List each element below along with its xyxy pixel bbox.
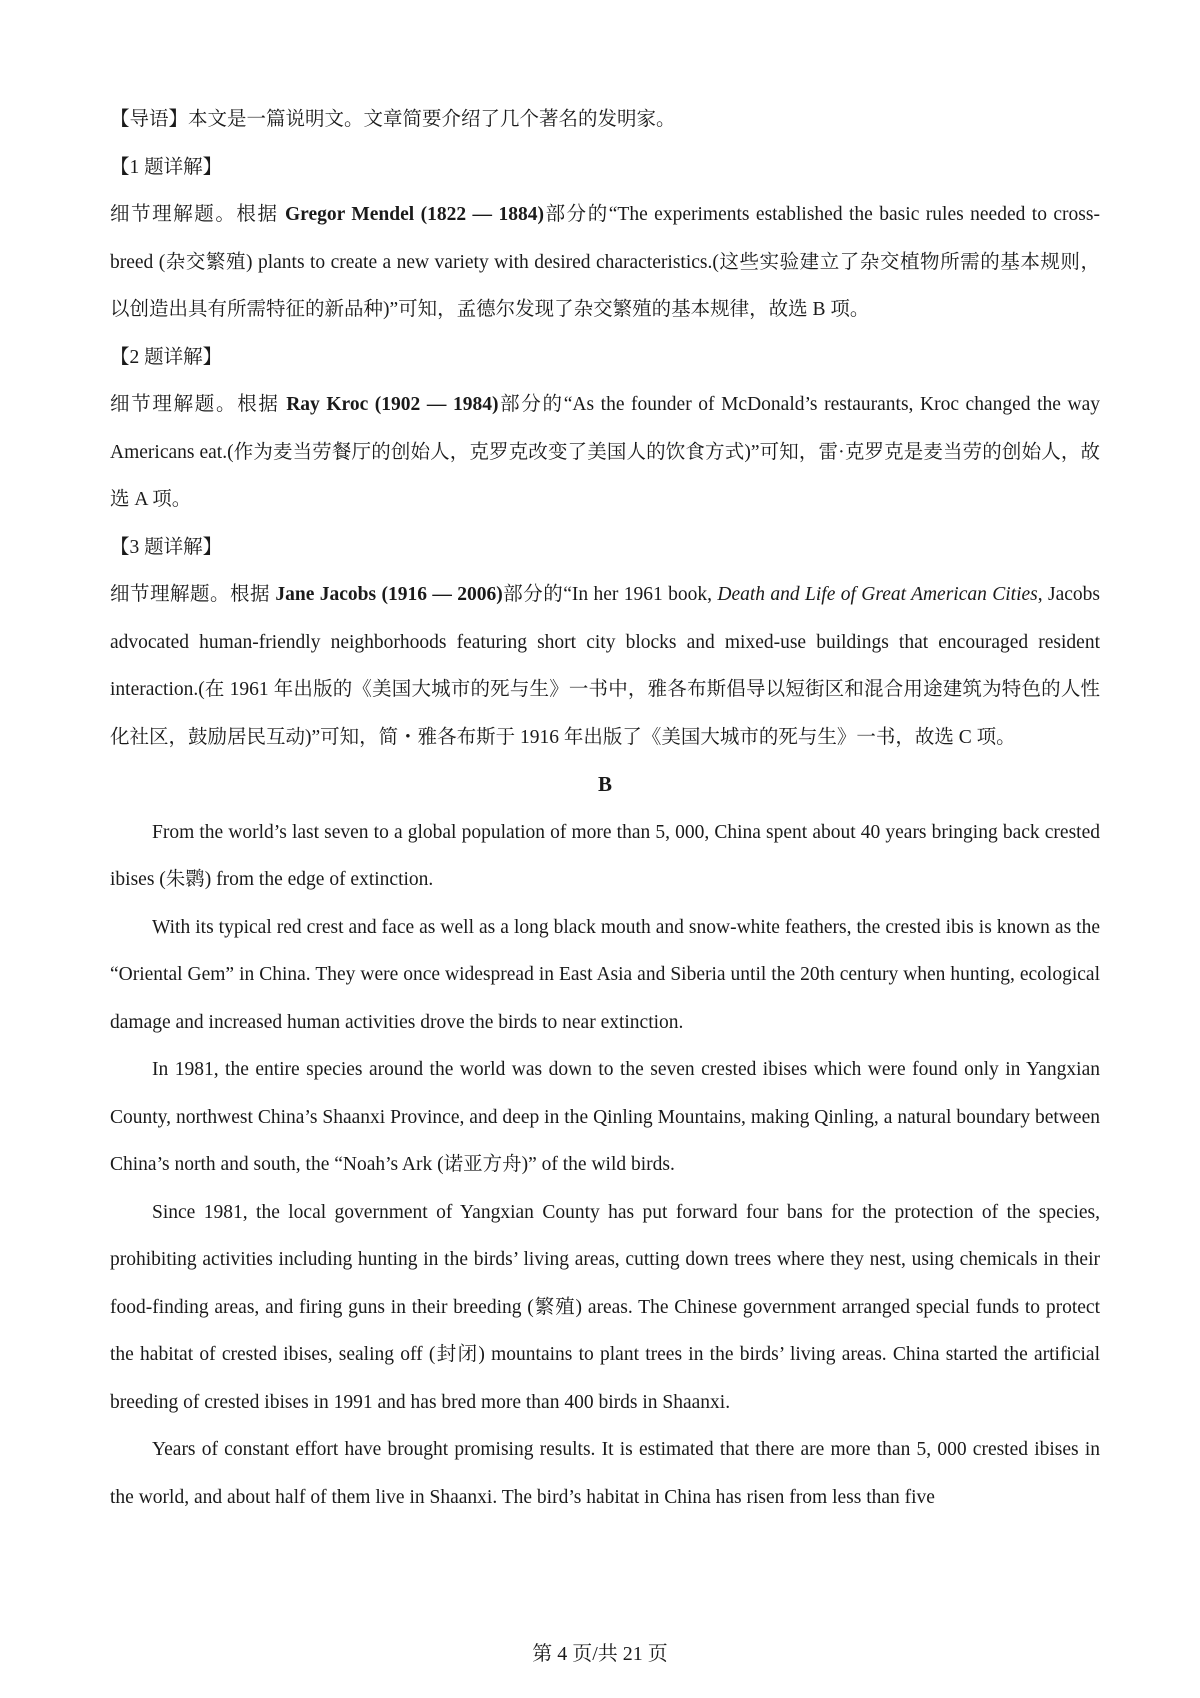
q3-name: Jane Jacobs (1916 — 2006) [275,584,503,605]
passage-paragraph-1: From the world’s last seven to a global population of more than 5, 000, China spent about 40 years bringing back crested ibises (朱鹮) from the edge of extinction. [110,821,1100,890]
q3-text-c: , Jacobs advocated human-friendly neighborhoods featuring short city blocks and mixed-use buildings that encouraged resident interaction.(在 1961 年出版的《美国大城市的死与生》一书中，雅各布斯倡导以短街区和混合用途建筑为特色的人性化社区，鼓励居民互动)”可知，简・雅各布斯于 1916 年出版了《美国大城市的死与生》一书，故选 C 项。 [110,584,1101,748]
q2-text-b: 部分的“As the founder of McDonald’s restaurants, Kroc changed the way Americans eat.(作为麦当劳餐厅的创始人，克罗克改变了美国人的饮食方式)”可知，雷·克罗克是麦当劳的创始人，故选 A 项。 [110,394,1100,510]
q1-explanation [110,191,1100,334]
page-number: 第 4 页/共 21 页 [532,1643,668,1665]
passage-paragraph-4: Since 1981, the local government of Yangxian County has put forward four bans for the protection of the species, prohibiting activities including hunting in the birds’ living areas, cutting down trees where they nest, using chemicals in their food-finding areas, and firing guns in their breeding (繁殖) areas. The Chinese government arranged special funds to protect the habitat of crested ibises, sealing off (封闭) mountains to plant trees in the birds’ living areas. China started the artificial breeding of crested ibises in 1991 and has bred more than 400 birds in Shaanxi. [110,1201,1100,1413]
q3-text-a: 细节理解题。根据 [110,584,276,605]
q2-text-a: 细节理解题。根据 [110,394,287,415]
q2-heading: 【2 题详解】 [110,346,223,368]
passage-paragraph-2: With its typical red crest and face as well as a long black mouth and snow-white feathers, the crested ibis is known as the “Oriental Gem” in China. They were once widespread in East Asia and Siberia until the 20th century when hunting, ecological damage and increased human activities drove the birds to near extinction. [110,916,1100,1033]
passage-paragraph-3: In 1981, the entire species around the world was down to the seven crested ibises which were found only in Yangxian County, northwest China’s Shaanxi Province, and deep in the Qinling Mountains, making Qinling, a natural boundary between China’s north and south, the “Noah’s Ark (诺亚方舟)” of the wild birds. [110,1059,1100,1175]
q3-book-title: Death and Life of Great American Cities [717,584,1038,605]
q1-name: Gregor Mendel (1822 — 1884) [284,204,544,225]
q1-heading: 【1 题详解】 [110,156,223,178]
page-footer [0,1640,1200,1668]
section-b-title: B [597,772,612,796]
q3-heading: 【3 题详解】 [110,536,223,558]
q2-explanation [110,381,1100,524]
q2-name: Ray Kroc (1902 — 1984) [286,394,499,415]
passage-paragraph-5: Years of constant effort have brought promising results. It is estimated that there are more than 5, 000 crested ibises in the world, and about half of them live in Shaanxi. The bird’s habitat in China has risen from less than five [110,1439,1100,1508]
q1-text-b: 部分的“The experiments established the basic rules needed to cross-breed (杂交繁殖) plants to create a new variety with desired characteristics.(这些实验建立了杂交植物所需的基本规则，以创造出具有所需特征的新品种)”可知，孟德尔发现了杂交繁殖的基本规律，故选 B 项。 [110,204,1100,320]
q1-text-a: 细节理解题。根据 [110,204,285,225]
page-content [110,96,1100,1521]
q3-text-b: 部分的“In her 1961 book, [502,584,718,605]
intro-lead: 【导语】本文是一篇说明文。文章简要介绍了几个著名的发明家。 [110,109,676,130]
q3-explanation [110,571,1100,761]
